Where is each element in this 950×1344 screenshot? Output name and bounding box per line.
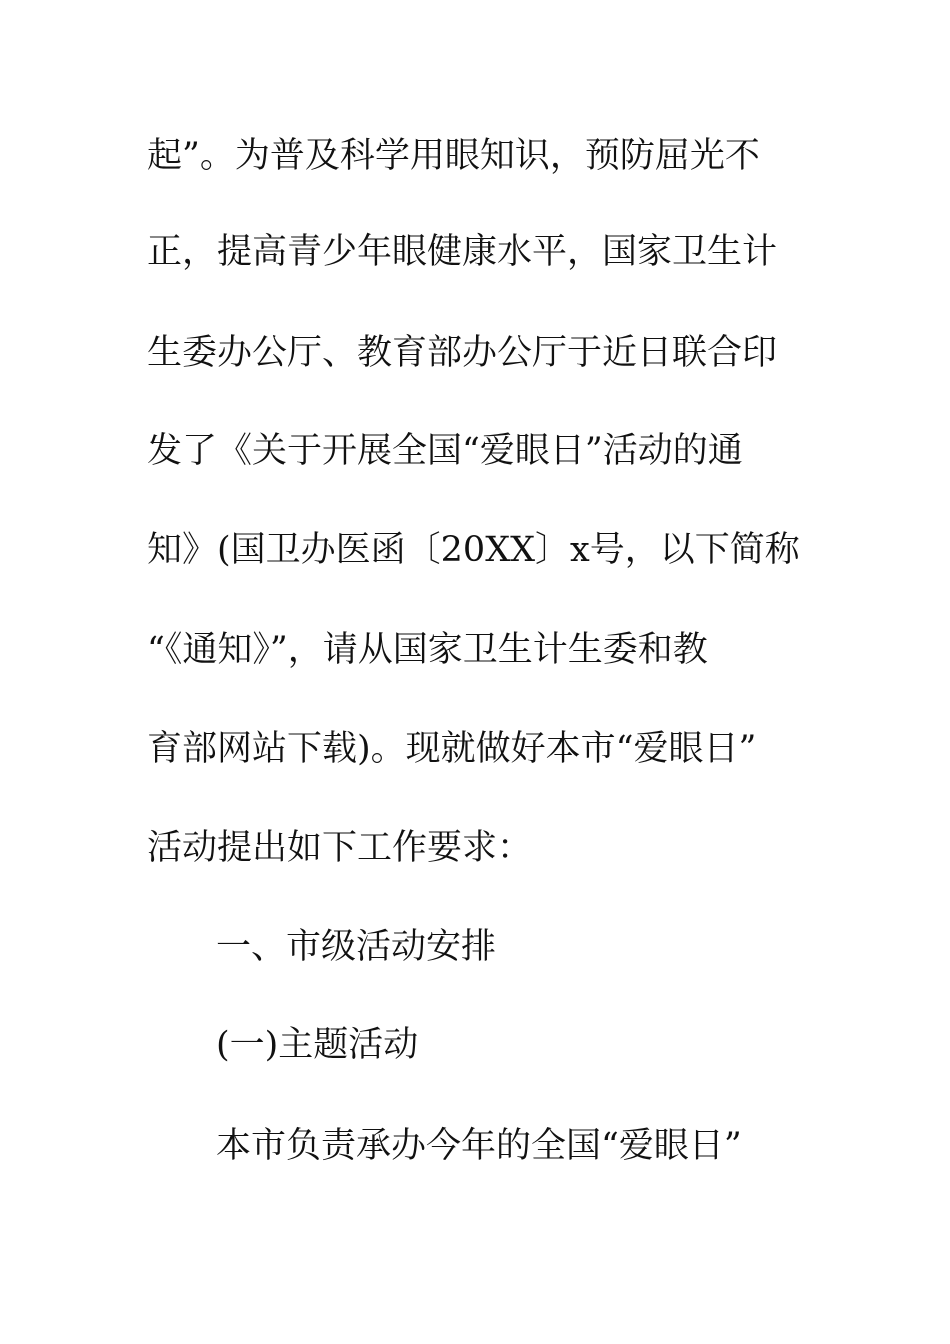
- body-text-line: “《通知》”，请从国家卫生计生委和教: [147, 630, 708, 670]
- body-text-line: 生委办公厅、教育部办公厅于近日联合印: [147, 333, 778, 373]
- body-text-line: 发了《关于开展全国“爱眼日”活动的通: [147, 431, 743, 471]
- body-text-line: 正，提高青少年眼健康水平，国家卫生计: [147, 232, 778, 272]
- body-text-line: 知》(国卫办医函〔20XX〕x号，以下简称: [147, 530, 800, 570]
- body-text-line: 育部网站下载)。现就做好本市“爱眼日”: [147, 729, 757, 769]
- section-heading: 一、市级活动安排: [216, 927, 497, 967]
- paragraph-start-line: 本市负责承办今年的全国“爱眼日”: [216, 1126, 742, 1166]
- body-text-line: 活动提出如下工作要求：: [147, 828, 533, 868]
- body-text-line: 起”。为普及科学用眼知识，预防屈光不: [147, 136, 760, 176]
- subsection-heading: (一)主题活动: [216, 1025, 419, 1065]
